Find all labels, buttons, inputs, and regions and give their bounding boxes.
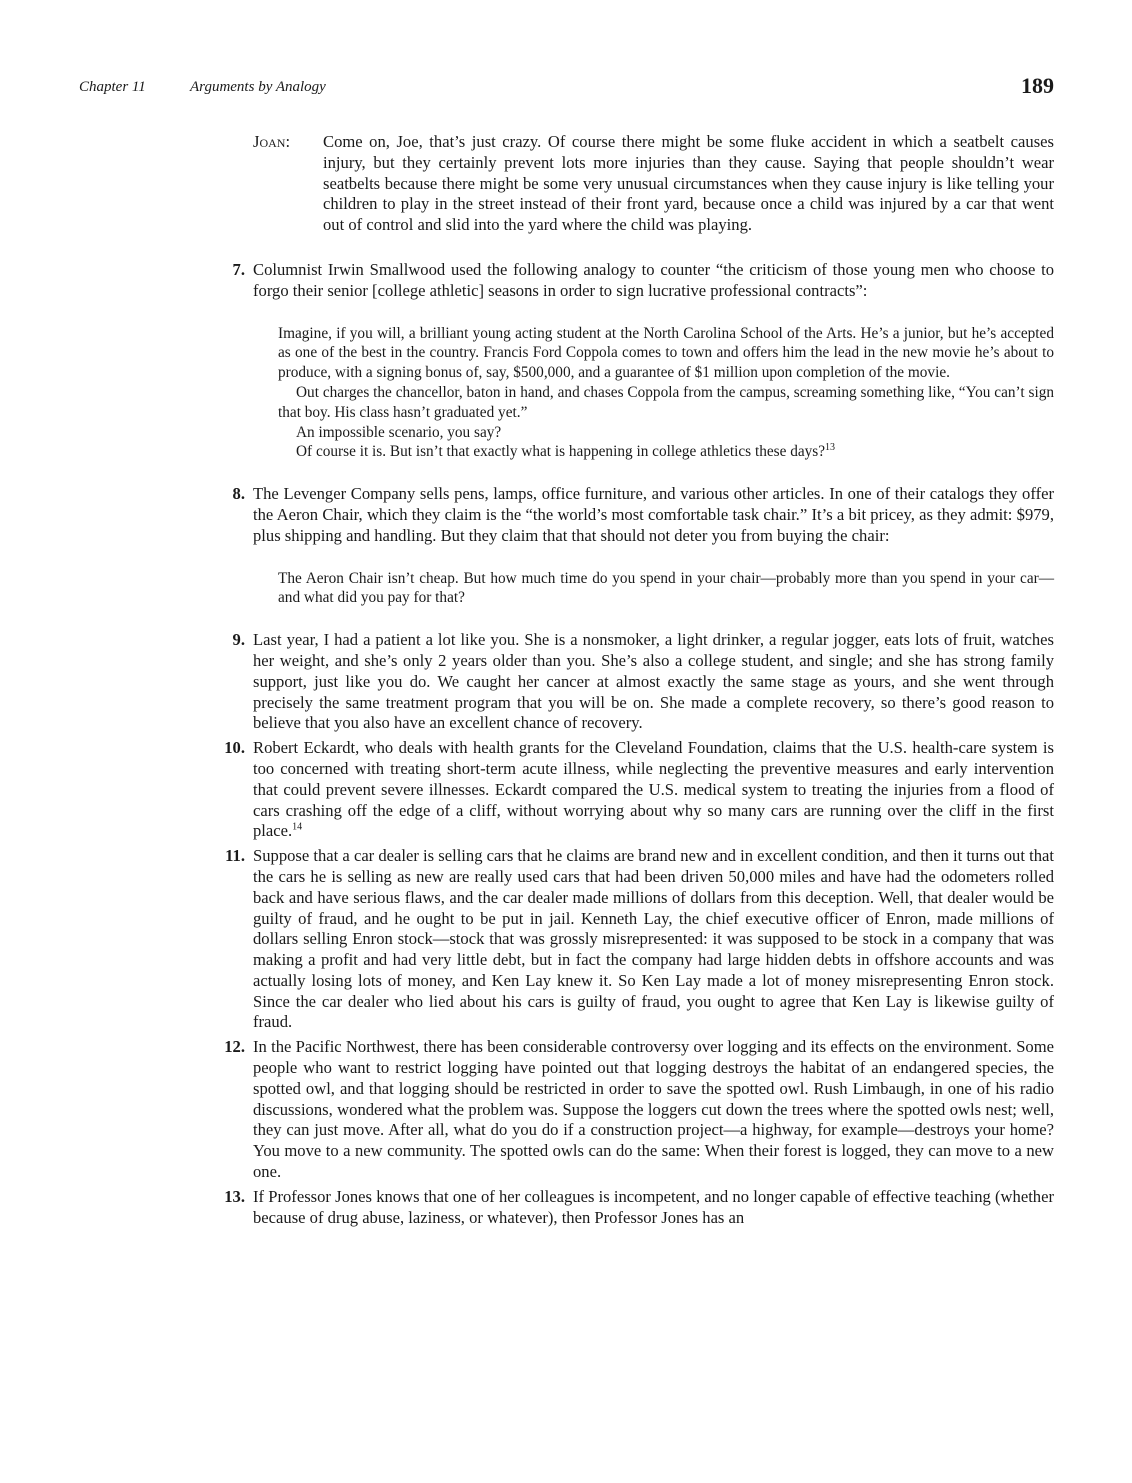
- dialogue-joan: [253, 132, 1054, 236]
- quote-paragraph: The Aeron Chair isn’t cheap. But how much time do you spend in your chair—probably more than you spend in your car—and what did you pay for that?: [278, 569, 1054, 607]
- quote-paragraph: An impossible scenario, you say?: [296, 423, 502, 441]
- quote-paragraph: [278, 442, 1054, 462]
- exercise-number: 13.: [224, 1186, 245, 1206]
- dialogue-text: Come on, Joe, that’s just crazy. Of course there might be some fluke accident in which a seatbelt causes injury, but they certainly prevent lots more injuries than they cause. Saying that people shouldn’t wear seatbelts because there might be some very unusual circumstances when they cause injury is like telling your children to play in the street instead of their front yard, because once a child was injured by a car that went out of control and slid into the yard where the child was playing.: [323, 132, 1054, 235]
- quote-paragraph: Imagine, if you will, a brilliant young acting student at the North Carolina School of the Arts. He’s a junior, but he’s accepted as one of the best in the country. Francis Ford Coppola comes to town and offers him the lead in the new movie he’s about to produce, with a signing bonus of, say, $500,000, and a guarantee of $1 million upon completion of the movie.: [278, 324, 1054, 382]
- running-head: [79, 73, 1054, 101]
- quote-text: Of course it is. But isn’t that exactly what is happening in college athletics these days?: [296, 443, 826, 461]
- chapter-label: Chapter 11: [79, 79, 146, 95]
- exercise-body: Robert Eckardt, who deals with health grants for the Cleveland Foundation, claims that the U.S. health-care system is too concerned with treating short-term acute illness, while neglecting the preventive measures and early intervention that could prevent severe illnesses. Eckardt compared the U.S. medical system to treating the injuries from a flood of cars crashing off the edge of a cliff, without worrying about why so many cars are running over the cliff in the first place.: [253, 738, 1054, 841]
- exercise-number: 10.: [224, 738, 245, 758]
- exercise-text: Last year, I had a patient a lot like you. She is a nonsmoker, a light drinker, a regular jogger, eats lots of fruit, watches her weight, and she’s only 2 years older than you. She’s also a college student, and single; and she has strong family support, just like you do. We caught her cancer at almost exactly the same stage as yours, and she went through precisely the same treatment program that you will be on. She made a complete recovery, so there’s good reason to believe that you also have an excellent chance of recovery.: [253, 630, 1054, 733]
- exercise-number: 11.: [225, 846, 245, 866]
- exercise-number: 7.: [232, 259, 245, 279]
- exercise-text: The Levenger Company sells pens, lamps, office furniture, and various other articles. In one of their catalogs they offer the Aeron Chair, which they claim is the “the world’s most comfortable task chair.” It’s a bit pricey, as they admit: $979, plus shipping and handling. But they claim that that should not deter you from buying the chair:: [253, 484, 1054, 545]
- footnote-marker: 13: [825, 442, 836, 454]
- page-body: [224, 132, 1054, 1228]
- footnote-marker: 14: [292, 821, 303, 833]
- exercise-text: Columnist Irwin Smallwood used the following analogy to counter “the criticism of those young men who choose to forgo their senior [college athletic] seasons in order to sign lucrative professional contracts”:: [253, 259, 1054, 300]
- exercise-8-quote: [278, 569, 1054, 609]
- exercise-12: [224, 1037, 1054, 1183]
- exercise-text: If Professor Jones knows that one of her colleagues is incompetent, and no longer capable of effective teaching (whether because of drug abuse, laziness, or whatever), then Professor Jones has an: [253, 1186, 1054, 1227]
- exercise-number: 12.: [224, 1037, 245, 1057]
- exercise-text: In the Pacific Northwest, there has been considerable controversy over logging and its effects on the environment. Some people who want to restrict logging have pointed out that logging destroys the habitat of an endangered species, the spotted owl, and that logging should be restricted in order to save the spotted owl. Rush Limbaugh, in one of his radio discussions, wondered what the problem was. Suppose the loggers cut down the trees where the spotted owls nest; well, they can just move. After all, what do you do if a construction project—a highway, for example—destroys your home? You move to a new community. The spotted owls can do the same: When their forest is logged, they can move to a new one.: [253, 1037, 1054, 1182]
- exercise-13: [224, 1186, 1054, 1229]
- quote-paragraph: Out charges the chancellor, baton in hand, and chases Coppola from the campus, screaming something like, “You can’t sign that boy. His class hasn’t graduated yet.”: [278, 383, 1054, 421]
- exercise-text: Suppose that a car dealer is selling cars that he claims are brand new and in excellent condition, and then it turns out that the cars he is selling as new are really used cars that had been driven 50,000 miles and have had the odometers rolled back and have serious flaws, and the car dealer made millions of dollars from this deception. Well, that dealer would be guilty of fraud, and he ought to be put in jail. Kenneth Lay, the chief executive officer of Enron, made millions of dollars selling Enron stock—stock that was grossly misrepresented: it was supposed to be stock in a company that was making a profit and had very little debt, but in fact the company had large hidden debts in offshore accounts and was actually losing lots of money, and Ken Lay knew it. So Ken Lay made a lot of money misrepresenting Enron stock. Since the car dealer who lied about his cars is guilty of fraud, you ought to agree that Ken Lay is likewise guilty of fraud.: [253, 846, 1054, 1032]
- exercise-7: [232, 259, 1054, 302]
- exercise-11: [225, 846, 1054, 1033]
- exercise-number: 8.: [232, 484, 245, 504]
- page-number: 189: [1021, 73, 1054, 98]
- exercise-7-quote: [278, 324, 1054, 463]
- chapter-title: Arguments by Analogy: [190, 79, 326, 95]
- exercise-text: [253, 738, 1054, 842]
- exercise-8: [232, 484, 1054, 546]
- exercise-10: [224, 738, 1054, 842]
- exercise-9: [232, 630, 1054, 734]
- exercise-number: 9.: [232, 630, 245, 650]
- speaker-label: Joan:: [253, 132, 291, 151]
